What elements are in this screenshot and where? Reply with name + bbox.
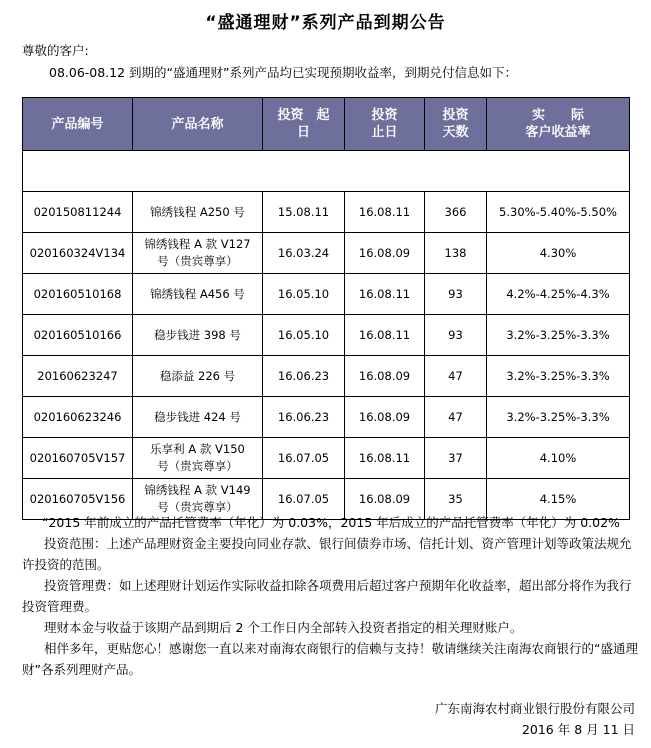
header-name: 产品名称: [133, 98, 263, 151]
announcement-date: 2016 年 8 月 11 日: [521, 722, 635, 737]
cell-end: 16.08.11: [345, 192, 425, 233]
cell-days: 37: [425, 438, 487, 479]
cell-end: 16.08.09: [345, 479, 425, 520]
cell-end: 16.08.11: [345, 438, 425, 479]
cell-days: 35: [425, 479, 487, 520]
cell-start: 16.07.05: [263, 438, 345, 479]
table-row: [23, 397, 630, 438]
intro-text: 08.06-08.12 到期的“盛通理财”系列产品均已实现预期收益率，到期兑付信息如下：: [49, 65, 518, 80]
cell-name: 锦绣钱程 A456 号: [133, 274, 263, 315]
cell-yield: 4.10%: [487, 438, 630, 479]
cell-code: 020160510166: [23, 315, 133, 356]
cell-end: 16.08.09: [345, 233, 425, 274]
cell-code: 20160623247: [23, 356, 133, 397]
cell-code: 020160705V156: [23, 479, 133, 520]
cell-name: 稳步钱进 398 号: [133, 315, 263, 356]
cell-days: 47: [425, 356, 487, 397]
cell-days: 93: [425, 274, 487, 315]
cell-end: 16.08.11: [345, 274, 425, 315]
table-row: [23, 356, 630, 397]
cell-start: 16.05.10: [263, 274, 345, 315]
cell-days: 138: [425, 233, 487, 274]
table-row: [23, 315, 630, 356]
table-row: [23, 438, 630, 479]
page-title: “盛通理财”系列产品到期公告: [205, 13, 446, 33]
header-days: 投资 天数: [425, 98, 487, 151]
header-yield: 实 际 客户收益率: [487, 98, 630, 151]
cell-yield: 3.2%-3.25%-3.3%: [487, 356, 630, 397]
cell-start: 16.06.23: [263, 356, 345, 397]
cell-start: 16.05.10: [263, 315, 345, 356]
cell-end: 16.08.09: [345, 356, 425, 397]
signature-block: [435, 698, 635, 740]
cell-code: 020160705V157: [23, 438, 133, 479]
cell-start: 16.07.05: [263, 479, 345, 520]
cell-days: 47: [425, 397, 487, 438]
table-row: [23, 233, 630, 274]
note-custody-fee: “2015 年前成立的产品托管费率（年化）为 0.03%，2015 年后成立的产品托管费率（年化）为 0.02%: [42, 515, 620, 530]
product-table: [22, 97, 630, 520]
cell-yield: 4.15%: [487, 479, 630, 520]
cell-name: 锦绣钱程 A 款 V127 号（贵宾尊享）: [133, 233, 263, 274]
note-settlement: 理财本金与收益于该期产品到期后 2 个工作日内全部转入投资者指定的相关理财账户。: [44, 620, 523, 635]
bank-name: 广东南海农村商业银行股份有限公司: [434, 701, 635, 716]
notes-section: [22, 512, 642, 680]
greeting: 尊敬的客户:: [22, 43, 89, 58]
note-management-fee: 投资管理费：如上述理财计划运作实际收益扣除各项费用后超过客户预期年化收益率，超出部分将作为我行投资管理费。: [22, 578, 632, 614]
cell-end: 16.08.09: [345, 397, 425, 438]
cell-start: 16.06.23: [263, 397, 345, 438]
note-investment-scope: 投资范围：上述产品理财资金主要投向同业存款、银行间债券市场、信托计划、资产管理计划等政策法规允许投资的范围。: [22, 536, 632, 572]
cell-yield: 4.30%: [487, 233, 630, 274]
cell-code: 020160324V134: [23, 233, 133, 274]
cell-name: 锦绣钱程 A 款 V149 号（贵宾尊享）: [133, 479, 263, 520]
cell-code: 020150811244: [23, 192, 133, 233]
header-start-date: 投资 起 日: [263, 98, 345, 151]
cell-yield: 3.2%-3.25%-3.3%: [487, 397, 630, 438]
table-row: [23, 274, 630, 315]
cell-days: 93: [425, 315, 487, 356]
cell-yield: 4.2%-4.25%-4.3%: [487, 274, 630, 315]
cell-start: 15.08.11: [263, 192, 345, 233]
table-header-row: [23, 98, 630, 151]
cell-name: 乐享利 A 款 V150 号（贵宾尊享）: [133, 438, 263, 479]
cell-code: 020160510168: [23, 274, 133, 315]
cell-yield: 3.2%-3.25%-3.3%: [487, 315, 630, 356]
note-thanks: 相伴多年，更贴您心！感谢您一直以来对南海农商银行的信赖与支持！敬请继续关注南海农商银行的“盛通理财”各系列理财产品。: [22, 641, 638, 677]
cell-start: 16.03.24: [263, 233, 345, 274]
cell-name: 稳添益 226 号: [133, 356, 263, 397]
header-code: 产品编号: [23, 98, 133, 151]
cell-end: 16.08.11: [345, 315, 425, 356]
cell-code: 020160623246: [23, 397, 133, 438]
cell-name: 稳步钱进 424 号: [133, 397, 263, 438]
table-row: [23, 192, 630, 233]
cell-yield: 5.30%-5.40%-5.50%: [487, 192, 630, 233]
cell-days: 366: [425, 192, 487, 233]
header-end-date: 投资 止日: [345, 98, 425, 151]
cell-name: 锦绣钱程 A250 号: [133, 192, 263, 233]
